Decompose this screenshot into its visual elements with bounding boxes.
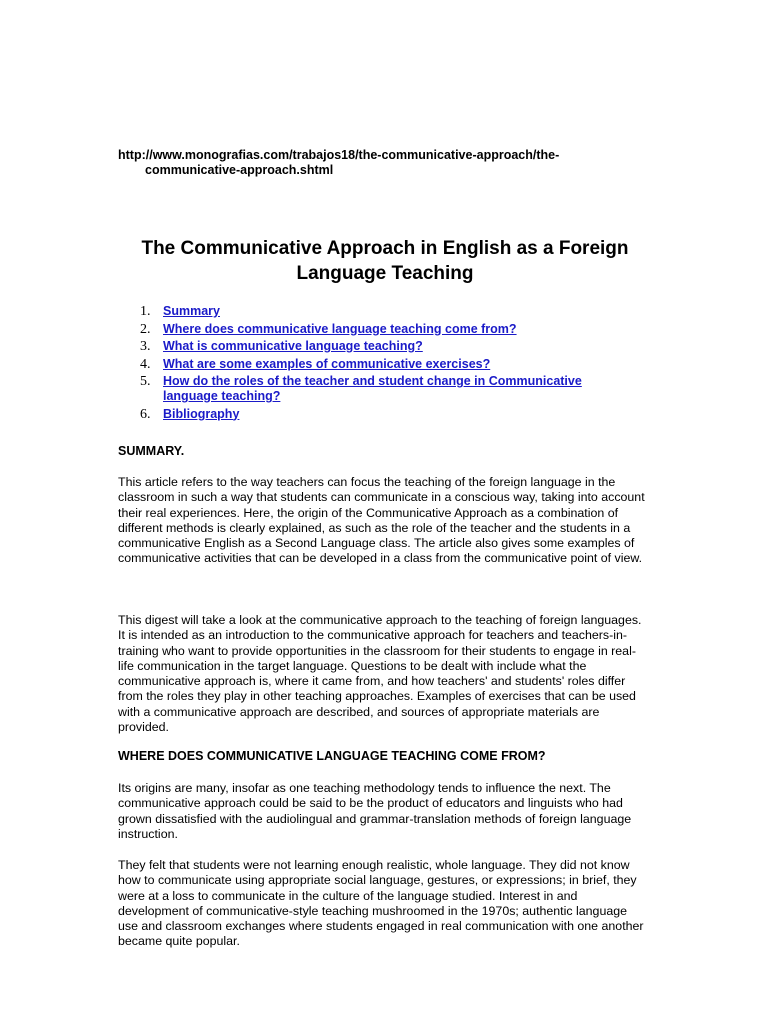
summary-paragraph-1: This article refers to the way teachers can focus the teaching of the foreign language in the classroom in such a way that students can communicate in a conscious way, taking into account their real experiences. Here, the origin of the Communicative Approach as a combination of different methods is clearly explained, as such as the role of the teacher and the students in a communicative English as a Second Language class. The article also gives some examples of communicative activities that can be developed in a class from the communicative point of view.	[118, 475, 645, 566]
document-title	[105, 236, 665, 286]
summary-paragraph-2: This digest will take a look at the communicative approach to the teaching of foreign languages. It is intended as an introduction to the communicative approach for teachers and teachers-in-training who want to provide opportunities in the classroom for their students to engage in real-life communication in the target language. Questions to be dealt with include what the communicative approach is, where it came from, and how teachers' and students' roles differ from the roles they play in other teaching approaches. Examples of exercises that can be used with a communicative approach are described, and sources of appropriate materials are provided.	[118, 613, 642, 735]
toc-link-examples[interactable]: What are some examples of communicative exercises?	[163, 356, 491, 371]
source-url-line2: communicative-approach.shtml	[145, 163, 334, 177]
toc-number: 6.	[140, 406, 151, 422]
toc-item	[118, 357, 638, 372]
toc-number: 4.	[140, 356, 151, 372]
toc-item	[118, 304, 638, 319]
toc-link-roles[interactable]	[163, 374, 582, 403]
toc-link-bibliography[interactable]: Bibliography	[163, 406, 240, 421]
source-url-line1: http://www.monografias.com/trabajos18/the-communicative-approach/the-	[118, 148, 560, 162]
toc-link-what-is[interactable]: What is communicative language teaching?	[163, 339, 423, 353]
document-title-line1: The Communicative Approach in English as a Foreign	[141, 238, 629, 259]
document-title-line2: Language Teaching	[296, 263, 474, 284]
toc-item	[118, 374, 638, 404]
toc-item	[118, 339, 638, 354]
toc-number: 2.	[140, 321, 151, 337]
toc-link-origins[interactable]: Where does communicative language teaching come from?	[163, 321, 517, 336]
origins-heading: WHERE DOES COMMUNICATIVE LANGUAGE TEACHING COME FROM?	[118, 749, 546, 763]
origins-paragraph-1: Its origins are many, insofar as one teaching methodology tends to influence the next. The communicative approach could be said to be the product of educators and linguists who had grown dissatisfied with the audiolingual and grammar-translation methods of foreign language instruction.	[118, 781, 632, 841]
toc-number: 5.	[140, 374, 151, 389]
toc-link-roles-line1[interactable]: How do the roles of the teacher and student change in Communicative	[163, 374, 582, 388]
source-url	[118, 148, 618, 178]
toc-link-roles-line2[interactable]: language teaching?	[163, 389, 281, 403]
toc-item	[118, 407, 638, 422]
table-of-contents	[118, 304, 638, 424]
toc-number: 3.	[140, 339, 151, 354]
toc-link-summary[interactable]: Summary	[163, 304, 220, 318]
toc-item	[118, 322, 638, 337]
toc-number: 1.	[140, 304, 151, 319]
origins-paragraph-2: They felt that students were not learning enough realistic, whole language. They did not know how to communicate using appropriate social language, gestures, or expressions; in brief, they were at a loss to communicate in the culture of the language studied. Interest in and development of communicative-style teaching mushroomed in the 1970s; authentic language use and classroom exchanges where students engaged in real communication with one another became quite popular.	[118, 858, 644, 949]
summary-heading: SUMMARY.	[118, 444, 185, 458]
